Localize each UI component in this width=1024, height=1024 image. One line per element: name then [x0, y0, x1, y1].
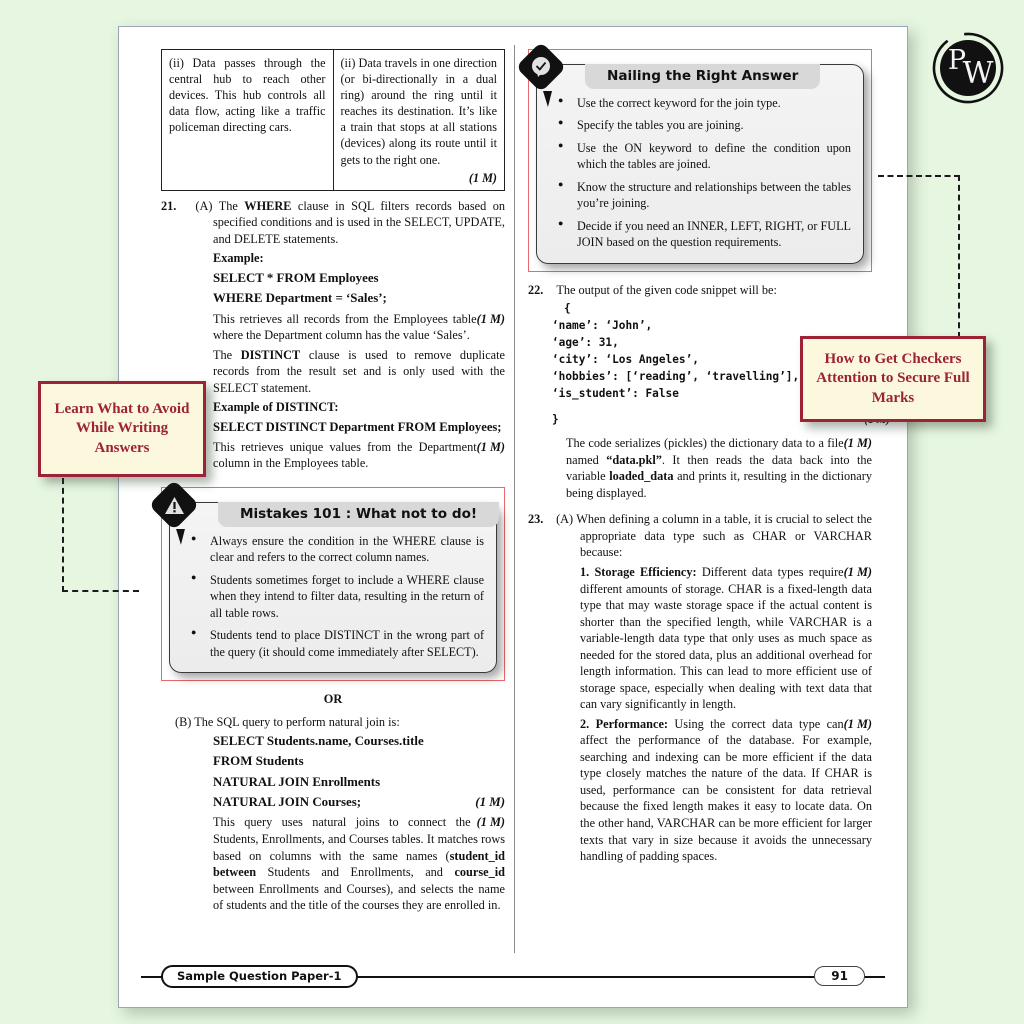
q21-example2-label: Example of DISTINCT: — [213, 400, 339, 415]
code-line: { — [564, 302, 571, 316]
q21-intro-post: clause in SQL filters records based on specified conditions and is used in the SELECT, UPDATE, and DELETE statements. — [213, 198, 506, 246]
q21-part-b-intro — [161, 714, 505, 731]
marks-label: (1 M) — [843, 436, 872, 451]
q22-number: 22. — [528, 282, 544, 297]
marks-label: (1 M) — [476, 439, 505, 454]
footer-title-pill: Sample Question Paper-1 — [161, 965, 358, 988]
code-line: ‘city’: ‘Los Angeles’, — [552, 352, 699, 366]
document-page — [118, 26, 908, 1008]
q21-explain-2-text: This retrieves unique values from the Department column in the Employees table. — [213, 439, 477, 471]
q21-b-code-4 — [213, 794, 505, 811]
q21-b-explain-2: Students and Enrollments, and — [256, 865, 455, 880]
q23-point-1 — [580, 564, 872, 713]
code-line: ‘is_student’: False — [552, 386, 679, 400]
q23-point-2-text: Using the correct data type can affect the performance of the database. For example, searching and indexing can be more efficient if the data type closely matches the nature of the data. If CHAR is used, performance can be consistent for data retrieval because the fixed length makes it easy to locate data. On the other hand, VARCHAR can be more efficient for larger texts that vary in size because it avoids the unnecessary handling of padding spaces. — [580, 716, 872, 864]
marks-label: (1 M) — [475, 795, 505, 810]
q21-intro — [161, 198, 505, 248]
list-item: ● Specify the tables you are joining. — [577, 117, 851, 133]
q21-intro-pre: The — [218, 198, 245, 213]
warning-triangle-glyph — [156, 487, 192, 523]
q21-example-label: Example: — [213, 251, 264, 266]
q21-b-explain-bold-2: course_id — [454, 865, 505, 880]
q22-explain-bold-2: loaded_data — [609, 469, 674, 484]
q21-distinct-post: clause is used to remove duplicate records from the result set and is only used with the SELECT statement. — [213, 347, 506, 395]
check-bubble-svg — [529, 56, 553, 78]
q21-intro-bold: WHERE — [244, 198, 292, 213]
mistakes-callout-title: Mistakes 101 : What not to do! — [218, 502, 499, 527]
list-item: ● Students sometimes forget to include a WHERE clause when they intend to filter data, resulting in the return of all table rows. — [210, 572, 484, 621]
annotation-note-right: How to Get Checkers Attention to Secure Full Marks — [800, 336, 986, 422]
table-row — [162, 50, 505, 191]
right-column — [528, 49, 872, 868]
marks-label: (1 M) — [468, 170, 497, 185]
q21-b-code-3: NATURAL JOIN Enrollments — [213, 774, 381, 789]
code-line: ‘name’: ‘John’, — [552, 319, 653, 333]
nailing-list — [551, 95, 851, 251]
pw-logo-letter-p: P — [947, 45, 967, 76]
code-line: ‘hobbies’: [‘reading’, ‘travelling’], — [552, 369, 800, 383]
page-footer — [141, 965, 885, 989]
q21-number: 21. — [161, 198, 177, 213]
pw-logo-letter-w: W — [962, 56, 994, 91]
column-divider — [514, 45, 515, 953]
q21-b-code-1: SELECT Students.name, Courses.title — [213, 734, 424, 749]
code-close-brace: } — [552, 413, 559, 427]
table-cell-right-text: (ii) Data travels in one direction (or bi-directionally in a dual ring) around the ring until it reaches its destination. It’s like a train that stops at all stations (devices) along its route until it gets to the right one. — [340, 56, 497, 167]
marks-label: (1 M) — [476, 311, 505, 326]
pw-logo — [930, 30, 1006, 106]
q21-distinct-pre: The — [213, 347, 241, 362]
q21-explain-1 — [213, 311, 505, 344]
q21-code-line-2: WHERE Department = ‘Sales’; — [213, 291, 387, 306]
page-number-pill: 91 — [814, 966, 865, 986]
list-item: ● Use the ON keyword to define the condition upon which the tables are joined. — [577, 140, 851, 173]
list-item: ● Use the correct keyword for the join type. — [577, 95, 851, 111]
q21-explain-2 — [213, 439, 505, 472]
marks-label: (1 M) — [843, 565, 872, 580]
comparison-table — [161, 49, 505, 191]
q21-part-a-label: (A) — [195, 198, 213, 213]
q22-explain-1: The code serializes (pickles) the dictionary data to a file named — [566, 436, 844, 467]
q21-explain-1-text: This retrieves all records from the Employees table where the Department column has the value ‘Sales’. — [213, 311, 477, 343]
q22-intro — [528, 282, 872, 299]
q21-b-code-2: FROM Students — [213, 754, 304, 769]
q23-part-a-label: (A) — [556, 512, 574, 527]
q22-intro-text: The output of the given code snippet will be: — [556, 282, 777, 297]
nailing-callout-title: Nailing the Right Answer — [585, 64, 820, 89]
q22-explain-3: and prints it, resulting in the dictionary being displayed. — [566, 469, 872, 500]
q21-b-explain-bold-1: student_id between — [213, 848, 505, 880]
q21-code-line-1: SELECT * FROM Employees — [213, 270, 379, 285]
check-speech-bubble-icon — [516, 42, 567, 93]
q21-b-explain — [213, 814, 505, 913]
connector-left-horizontal — [62, 590, 139, 592]
q23-intro — [528, 511, 872, 561]
connector-right-horizontal — [878, 175, 960, 177]
connector-right-vertical — [958, 175, 960, 338]
warning-triangle-icon — [149, 479, 200, 530]
q21-b-explain-1: This query uses natural joins to connect the Students, Enrollments, and Courses tables. It matches rows based on columns with the same names ( — [213, 815, 505, 863]
q23-point-2 — [580, 716, 872, 865]
pw-logo-svg — [930, 30, 1006, 106]
q21-distinct-bold: DISTINCT — [240, 347, 301, 362]
nailing-callout — [536, 64, 864, 264]
mistakes-callout — [169, 502, 497, 673]
q21-b-code-4-text: NATURAL JOIN Courses; — [213, 795, 362, 810]
or-separator: OR — [323, 692, 343, 707]
q21-b-explain-3: between Enrollments and Courses), and selects the name of students and the title of the courses they are enrolled in. — [213, 881, 505, 913]
q23-point-1-text: Different data types require different amounts of storage. CHAR is a fixed-length data type that may waste storage space if the actual content is shorter than the specified length, while VARCHAR is a variable-length data type that only uses as much space as needed for the stored data, plus an additional overhead for length information. This can lead to more efficient use of storage space, especially when dealing with text data that can vary significantly in length. — [580, 565, 872, 712]
marks-label: (1 M) — [843, 716, 872, 731]
q21-part-b-intro-text: The SQL query to perform natural join is: — [194, 714, 400, 729]
list-item: ● Decide if you need an INNER, LEFT, RIGHT, or FULL JOIN based on the question requirements. — [577, 218, 851, 251]
q22-explain-2: . It then reads the data back into the variable — [566, 452, 872, 484]
q21-part-b-label: (B) — [175, 714, 192, 729]
mistakes-callout-frame — [161, 487, 505, 681]
q22-explain — [566, 435, 872, 501]
q22-explain-bold-1: “data.pkl” — [606, 452, 662, 467]
left-column — [161, 49, 505, 917]
nailing-callout-frame — [528, 49, 872, 272]
annotation-note-left: Learn What to Avoid While Writing Answers — [38, 381, 206, 477]
marks-label: (1 M) — [476, 815, 505, 830]
list-item: ● Always ensure the condition in the WHERE clause is clear and refers to the correct column names. — [210, 533, 484, 566]
table-cell-left: (ii) Data passes through the central hub to reach other devices. This hub controls all data flow, acting like a traffic policeman directing cars. — [162, 50, 334, 191]
q23-intro-text: When defining a column in a table, it is crucial to select the appropriate data type such as CHAR or VARCHAR because: — [576, 512, 873, 560]
check-speech-bubble-glyph — [523, 49, 559, 85]
table-cell-right — [333, 50, 505, 191]
q23-point-2-label: 2. Performance: — [580, 716, 668, 731]
q21-code-line-3: SELECT DISTINCT Department FROM Employees; — [213, 419, 502, 434]
list-item: ● Students tend to place DISTINCT in the wrong part of the query (it should come immediately after SELECT). — [210, 627, 484, 660]
list-item: ● Know the structure and relationships between the tables you’re joining. — [577, 179, 851, 212]
q23-point-1-label: 1. Storage Efficiency: — [580, 565, 697, 580]
warning-triangle-svg — [164, 495, 185, 514]
code-line: ‘age’: 31, — [552, 336, 619, 349]
mistakes-list — [184, 533, 484, 660]
connector-left-vertical — [62, 478, 64, 592]
q23-number: 23. — [528, 512, 544, 527]
q21-distinct — [213, 347, 505, 397]
